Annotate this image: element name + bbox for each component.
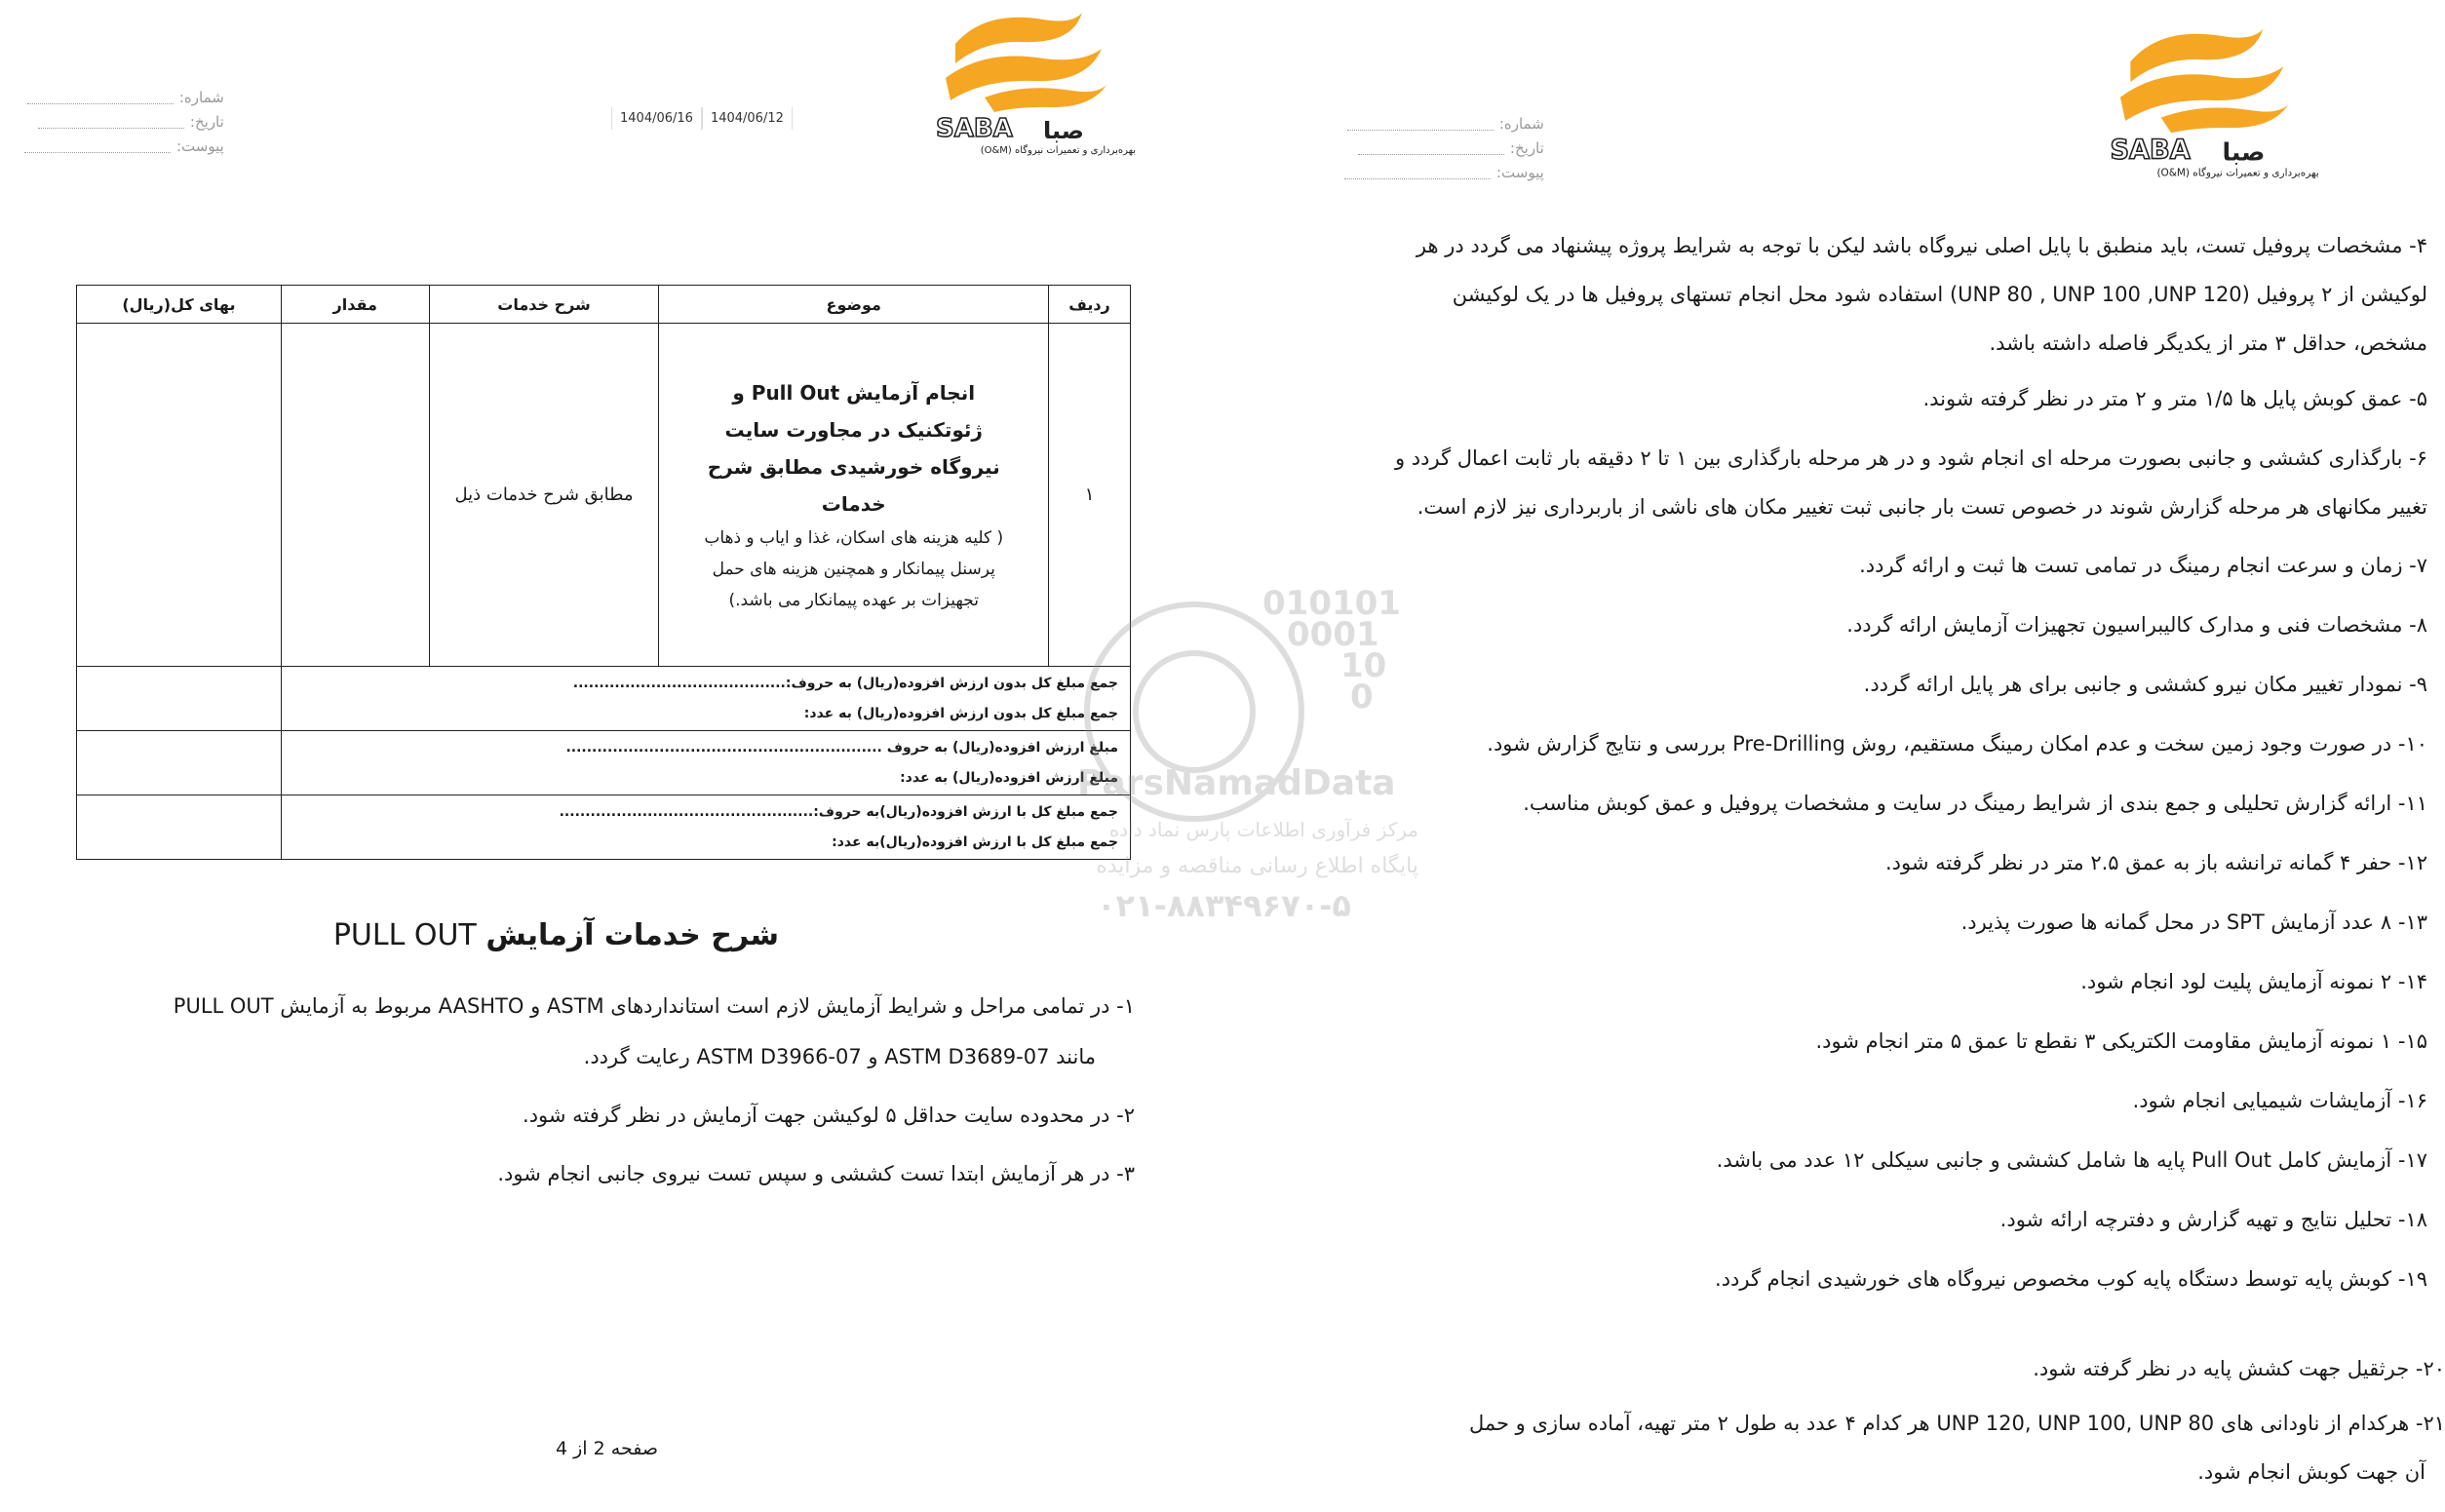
svg-text:۰۲۱-۸۸۳۴۹۶۷۰-۵: ۰۲۱-۸۸۳۴۹۶۷۰-۵ — [1097, 887, 1351, 924]
vat-words: مبلغ ارزش افزوده(ریال) به حروف ............................................................. — [565, 739, 1118, 756]
table-header-row — [77, 286, 1131, 324]
saba-logo-mark-icon — [2100, 19, 2324, 185]
list-item: لوکیشن از ۲ پروفیل (UNP 80 , UNP 100 ,UNP 120) استفاده شود محل انجام تستهای پروفیل ها در یک لوکیشن — [1452, 283, 2427, 306]
list-item: ۶- بارگذاری کششی و جانبی بصورت مرحله ای انجام شود و در هر مرحله بارگذاری بین ۱ تا ۲ دقیقه بار ثابت اعمال گردد و — [1394, 446, 2427, 470]
list-item: ۷- زمان و سرعت انجام رمینگ در تمامی تست ها ثبت و ارائه گردد. — [1859, 554, 2427, 577]
vat-value — [77, 731, 282, 795]
date-2: 1404/06/12 — [702, 107, 793, 130]
row-number: ۱ — [1049, 324, 1131, 667]
sum-row-without-vat — [77, 667, 1131, 731]
header-field-attachment: پیوست: — [24, 135, 224, 159]
header-field-date: تاریخ: — [24, 110, 224, 135]
list-item: مشخص، حداقل ۳ متر از یکدیگر فاصله داشته باشد. — [1989, 331, 2427, 355]
svg-text:SABA: SABA — [2110, 135, 2191, 166]
vat-number: مبلغ ارزش افزوده(ریال) به عدد: — [900, 769, 1118, 786]
svg-text:010101: 010101 — [1262, 585, 1401, 623]
sum-row-with-vat — [77, 795, 1131, 860]
list-item: ۱۷- آزمایش کامل Pull Out پایه ها شامل کششی و جانبی سیکلی ۱۲ عدد می باشد. — [1716, 1148, 2427, 1172]
subject-note: ( کلیه هزینه های اسکان، غذا و ایاب و ذهاب پرسنل پیمانکار و همچنین هزینه های حمل تجهیزات بر عهده پیمانکار می باشد.) — [704, 527, 1004, 610]
sum-without-vat-number: جمع مبلغ کل بدون ارزش افزوده(ریال) به عدد: — [803, 705, 1118, 721]
col-description: شرح خدمات — [429, 286, 659, 324]
col-row-no: ردیف — [1049, 286, 1131, 324]
right-service-list — [1281, 234, 2445, 1492]
list-item: ۱۹- کوبش پایه توسط دستگاه پایه کوب مخصوص نیروگاه های خورشیدی انجام گردد. — [1715, 1267, 2427, 1291]
row-total-price — [77, 324, 282, 667]
saba-logo — [926, 5, 1141, 161]
table-row — [77, 324, 1131, 667]
page-left — [0, 0, 1222, 1512]
list-item: ۱۵- ۱ نمونه آزمایش مقاومت الکتریکی ۳ نقطع تا عمق ۵ متر انجام شود. — [1815, 1029, 2427, 1053]
services-table — [76, 285, 1131, 860]
svg-text:بهره‌برداری و تعمیرات نیروگاه: بهره‌برداری و تعمیرات نیروگاه (O&M) — [980, 145, 1136, 156]
header-field-number: شماره: — [24, 86, 224, 110]
sum-with-vat-words: جمع مبلغ کل با ارزش افزوده(ریال)به حروف:................................................. — [559, 803, 1118, 820]
sum-with-vat-value — [77, 795, 282, 860]
list-item: ۱۰- در صورت وجود زمین سخت و عدم امکان رمینگ مستقیم، روش Pre-Drilling بررسی و نتایج گزارش شود. — [1487, 732, 2427, 756]
list-item: ۱۲- حفر ۴ گمانه ترانشه باز به عمق ۲.۵ متر در نظر گرفته شود. — [1884, 851, 2427, 874]
letter-dates — [611, 107, 793, 130]
list-item: ۱۳- ۸ عدد آزمایش SPT در محل گمانه ها صورت پذیرد. — [1960, 911, 2427, 934]
date-1: 1404/06/16 — [611, 107, 702, 130]
header-field-attachment: پیوست: — [1344, 161, 1544, 185]
list-item: ۱۱- ارائه گزارش تحلیلی و جمع بندی از شرایط رمینگ در سایت و مشخصات پروفیل و عمق کوبش مناسب. — [1523, 792, 2427, 815]
subject-main: انجام آزمایش Pull Out و ژئوتکنیک در مجاورت سایت نیروگاه خورشیدی مطابق شرح خدمات — [707, 380, 1000, 516]
list-item: ۲۱- هرکدام از ناودانی های UNP 120, UNP 100, UNP 80 هر کدام ۴ عدد به طول ۲ متر تهیه، آماده سازی و حمل — [1468, 1412, 2445, 1435]
list-item: ۲- در محدوده سایت حداقل ۵ لوکیشن جهت آزمایش در نظر گرفته شود. — [523, 1104, 1135, 1127]
left-service-list — [88, 994, 1135, 1228]
list-item: آن جهت کوبش انجام شود. — [2197, 1460, 2426, 1484]
svg-text:بهره‌برداری و تعمیرات نیروگاه: بهره‌برداری و تعمیرات نیروگاه (O&M) — [2156, 167, 2319, 179]
svg-text:صبا: صبا — [1043, 117, 1084, 144]
row-description: مطابق شرح خدمات ذیل — [429, 324, 659, 667]
list-item: ۵- عمق کوبش پایل ها ۱/۵ متر و ۲ متر در نظر گرفته شوند. — [1922, 387, 2427, 410]
page-number: صفحه 2 از 4 — [556, 1438, 658, 1459]
svg-text:مرکز فرآوری اطلاعات پارس نماد: مرکز فرآوری اطلاعات پارس نماد داده — [1108, 818, 1418, 841]
list-item: ۱۶- آزمایشات شیمیایی انجام شود. — [2132, 1089, 2427, 1112]
sum-without-vat-words: جمع مبلغ کل بدون ارزش افزوده(ریال) به حروف:......................................... — [572, 675, 1118, 691]
svg-text:0: 0 — [1350, 678, 1374, 717]
col-quantity: مقدار — [281, 286, 429, 324]
sum-row-vat — [77, 731, 1131, 795]
header-field-number: شماره: — [1344, 112, 1544, 136]
list-item: ۱۴- ۲ نمونه آزمایش پلیت لود انجام شود. — [2080, 970, 2427, 993]
svg-text:صبا: صبا — [2222, 137, 2266, 167]
row-subject — [659, 324, 1049, 667]
header-fields — [1344, 112, 1544, 185]
col-subject: موضوع — [659, 286, 1049, 324]
list-item: ۸- مشخصات فنی و مدارک کالیبراسیون تجهیزات آزمایش ارائه گردد. — [1846, 613, 2427, 637]
list-item: ۲۰- جرثقیل جهت کشش پایه در نظر گرفته شود. — [2033, 1357, 2445, 1380]
col-total-price: بهای کل(ریال) — [77, 286, 282, 324]
svg-text:پایگاه اطلاع رسانی مناقصه و مز: پایگاه اطلاع رسانی مناقصه و مزایده — [1096, 854, 1418, 878]
svg-text:ParsNamadData: ParsNamadData — [1077, 763, 1396, 803]
sum-without-vat-value — [77, 667, 282, 731]
page-right — [1222, 0, 2445, 1512]
svg-text:0001: 0001 — [1287, 615, 1379, 654]
list-item: ۱۸- تحلیل نتایج و تهیه گزارش و دفترچه ارائه شود. — [1999, 1208, 2427, 1231]
list-item: ۴- مشخصات پروفیل تست، باید منطبق با پایل اصلی نیروگاه باشد لیکن با توجه به شرایط پروژه پیشنهاد می گردد در هر — [1416, 234, 2427, 257]
list-item: تغییر مکانهای هر مرحله گزارش شوند در خصوص تست بار جانبی ثبت تغییر مکان های ناشی از باربرداری نیز لازم است. — [1417, 495, 2427, 519]
saba-logo-mark-icon — [926, 5, 1141, 161]
list-item: ۹- نمودار تغییر مکان نیرو کششی و جانبی برای هر پایل ارائه گردد. — [1863, 673, 2427, 696]
section-title: شرح خدمات آزمایش PULL OUT — [332, 918, 779, 952]
list-item: ۳- در هر آزمایش ابتدا تست کششی و سپس تست نیروی جانبی انجام شود. — [497, 1162, 1135, 1185]
saba-logo — [2100, 19, 2324, 185]
svg-text:SABA: SABA — [936, 114, 1013, 143]
sum-with-vat-number: جمع مبلغ کل با ارزش افزوده(ریال)به عدد: — [832, 834, 1118, 850]
header-field-date: تاریخ: — [1344, 136, 1544, 161]
svg-text:10: 10 — [1340, 646, 1387, 685]
list-item: مانند ASTM D3689-07 و ASTM D3966-07 رعایت گردد. — [583, 1045, 1096, 1068]
row-quantity — [281, 324, 429, 667]
header-fields — [24, 86, 224, 159]
list-item: ۱- در تمامی مراحل و شرایط آزمایش لازم است استانداردهای ASTM و AASHTO مربوط به آزمایش PULL OUT — [173, 994, 1135, 1018]
